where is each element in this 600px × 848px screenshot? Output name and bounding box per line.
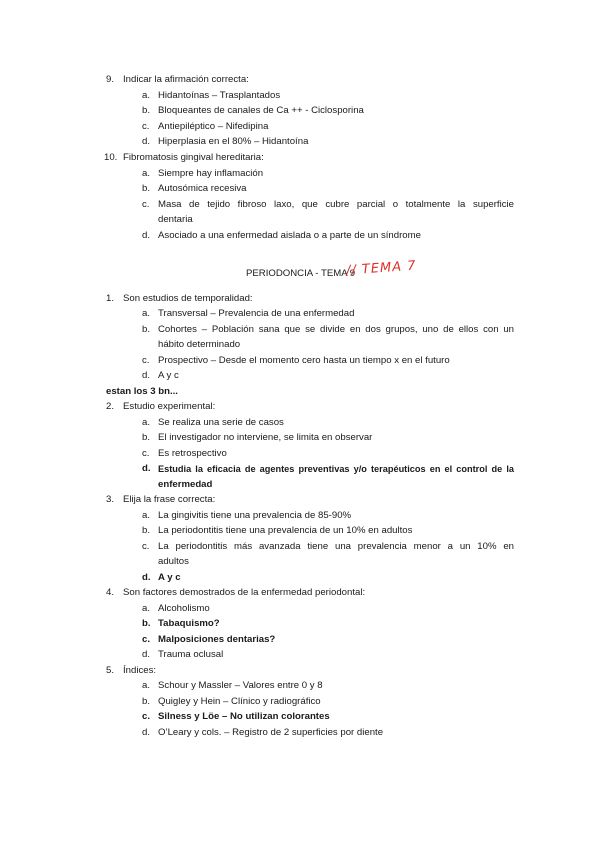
- question-text: Índices:: [123, 665, 157, 676]
- option-text-correct: Tabaquismo?: [158, 618, 220, 629]
- option-letter: d.: [142, 463, 151, 474]
- option-letter: d.: [142, 727, 151, 738]
- option-text-continued: hábito determinado: [158, 339, 241, 350]
- question-text: Elija la frase correcta:: [123, 494, 216, 505]
- option-text-continued: adultos: [158, 556, 189, 567]
- option-letter: c.: [142, 121, 150, 132]
- option-letter: c.: [142, 355, 150, 366]
- option-text: Se realiza una serie de casos: [158, 417, 284, 428]
- option-letter: c.: [142, 448, 150, 459]
- option-text: A y c: [158, 370, 179, 381]
- question-number: 4.: [106, 587, 115, 598]
- question-text: Fibromatosis gingival hereditaria:: [123, 152, 264, 163]
- question-number: 9.: [106, 74, 115, 85]
- option-text: Hiperplasia en el 80% – Hidantoína: [158, 136, 309, 147]
- option-text-continued: dentaria: [158, 214, 193, 225]
- question-text: Estudio experimental:: [123, 401, 216, 412]
- option-text: Antiepiléptico – Nifedipina: [158, 121, 269, 132]
- option-letter: b.: [142, 525, 151, 536]
- option-text-correct: Estudia la eficacia de agentes preventivas y/o terapéuticos en el control de la: [158, 464, 514, 474]
- option-text: O’Leary y cols. – Registro de 2 superficies por diente: [158, 727, 384, 738]
- option-letter: b.: [142, 324, 151, 335]
- option-letter: c.: [142, 541, 150, 552]
- option-letter: b.: [142, 432, 151, 443]
- question-number: 1.: [106, 293, 115, 304]
- option-text-continued: enfermedad: [158, 479, 213, 490]
- question-text: Indicar la afirmación correcta:: [123, 74, 249, 85]
- option-text-correct: Silness y Löe – No utilizan colorantes: [158, 711, 330, 722]
- option-text: Siempre hay inflamación: [158, 168, 264, 179]
- option-letter: d.: [142, 136, 151, 147]
- option-text: La periodontitis más avanzada tiene una prevalencia menor a un 10% en: [158, 541, 514, 552]
- option-letter: a.: [142, 168, 151, 179]
- option-letter: a.: [142, 308, 151, 319]
- option-text: Cohortes – Población sana que se divide en dos grupos, uno de ellos con un: [158, 324, 514, 335]
- option-letter: a.: [142, 417, 151, 428]
- option-text: Trauma oclusal: [158, 649, 224, 660]
- option-text: Hidantoínas – Trasplantados: [158, 90, 281, 101]
- option-letter: a.: [142, 90, 151, 101]
- option-text: La gingivitis tiene una prevalencia de 85-90%: [158, 510, 352, 521]
- option-letter: b.: [142, 618, 151, 629]
- option-letter: a.: [142, 603, 151, 614]
- option-letter: c.: [142, 199, 150, 210]
- option-text: La periodontitis tiene una prevalencia de un 10% en adultos: [158, 525, 413, 536]
- option-letter: d.: [142, 370, 151, 381]
- option-letter: a.: [142, 680, 151, 691]
- question-number: 5.: [106, 665, 115, 676]
- handwritten-note: estan los 3 bn...: [106, 386, 178, 397]
- option-text: Es retrospectivo: [158, 448, 227, 459]
- option-text: Alcoholismo: [158, 603, 210, 614]
- question-number: 10.: [104, 152, 118, 163]
- option-letter: b.: [142, 696, 151, 707]
- option-text: Transversal – Prevalencia de una enfermedad: [158, 308, 355, 319]
- option-text: Bloqueantes de canales de Ca ++ - Ciclosporina: [158, 105, 364, 116]
- option-letter: a.: [142, 510, 151, 521]
- question-number: 2.: [106, 401, 115, 412]
- section-title: PERIODONCIA - TEMA 9: [246, 268, 356, 279]
- option-letter: d.: [142, 572, 151, 583]
- option-text: Asociado a una enfermedad aislada o a parte de un síndrome: [158, 230, 421, 241]
- option-letter: b.: [142, 105, 151, 116]
- question-text: Son factores demostrados de la enfermedad periodontal:: [123, 587, 366, 598]
- option-text: El investigador no interviene, se limita en observar: [158, 432, 373, 443]
- handwritten-annotation: // TEMA 7: [345, 258, 417, 279]
- option-text: Schour y Massler – Valores entre 0 y 8: [158, 680, 323, 691]
- option-text-correct: Malposiciones dentarias?: [158, 634, 276, 645]
- option-text-correct: A y c: [158, 572, 181, 583]
- option-letter: b.: [142, 183, 151, 194]
- option-letter: d.: [142, 230, 151, 241]
- option-text: Autosómica recesiva: [158, 183, 247, 194]
- option-text: Prospectivo – Desde el momento cero hasta un tiempo x en el futuro: [158, 355, 450, 366]
- question-number: 3.: [106, 494, 115, 505]
- option-letter: d.: [142, 649, 151, 660]
- option-text: Quigley y Hein – Clínico y radiográfico: [158, 696, 321, 707]
- option-letter: c.: [142, 711, 151, 722]
- option-text: Masa de tejido fibroso laxo, que cubre parcial o totalmente la superficie: [158, 199, 514, 210]
- option-letter: c.: [142, 634, 151, 645]
- question-text: Son estudios de temporalidad:: [123, 293, 253, 304]
